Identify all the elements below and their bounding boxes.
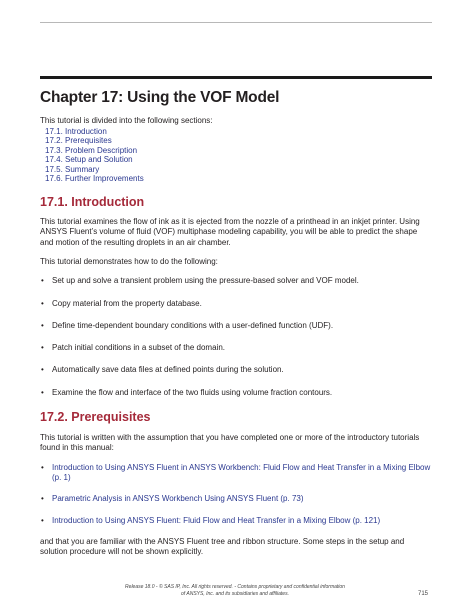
toc-link-introduction[interactable]: 17.1. Introduction	[45, 126, 107, 136]
list-item: • Copy material from the property database.	[41, 298, 202, 308]
intro-paragraph: This tutorial examines the flow of ink as it is ejected from the nozzle of a printhead in an inkjet printer. Using ANSYS Fluent’s volume of fluid (VOF) multiphase modeling capability, you will be able to predict the shape and motion of the resulting droplets in an air chamber.	[40, 217, 420, 247]
list-item: • Introduction to Using ANSYS Fluent in ANSYS Workbench: Fluid Flow and Heat Transfer in a Mixing Elbow (p. 1)	[41, 462, 431, 482]
page-footer	[90, 584, 380, 597]
toc-link-summary[interactable]: 17.5. Summary	[45, 164, 100, 174]
prerequisites-paragraph: This tutorial is written with the assumption that you have completed one or more of the introductory tutorials found in this manual:	[40, 433, 420, 453]
list-item: • Introduction to Using ANSYS Fluent: Fluid Flow and Heat Transfer in a Mixing Elbow (p. 121)	[41, 515, 381, 525]
page-content	[40, 88, 432, 557]
section-heading-introduction: 17.1. Introduction	[40, 195, 145, 210]
header-rule	[40, 22, 432, 23]
toc-link-setup-solution[interactable]: 17.4. Setup and Solution	[45, 155, 133, 165]
list-item: • Parametric Analysis in ANSYS Workbench Using ANSYS Fluent (p. 73)	[41, 494, 304, 504]
intro-text: This tutorial is divided into the following sections:	[40, 116, 213, 125]
familiarity-paragraph: and that you are familiar with the ANSYS Fluent tree and ribbon structure. Some steps in the setup and solution procedure will not be shown explicitly.	[40, 536, 405, 557]
link-mixing-elbow-fluent[interactable]: Introduction to Using ANSYS Fluent: Fluid Flow and Heat Transfer in a Mixing Elbow (p. 121)	[52, 515, 381, 525]
section-heading-prerequisites: 17.2. Prerequisites	[40, 410, 151, 425]
footer-copyright: Release 18.0 - © SAS IP, Inc. All rights reserved. - Contains proprietary and confidential information	[125, 584, 345, 590]
toc-link-prerequisites[interactable]: 17.2. Prerequisites	[45, 136, 112, 146]
page-number: 715	[418, 591, 429, 597]
chapter-title: Chapter 17: Using the VOF Model	[40, 89, 280, 106]
objectives-list	[40, 276, 432, 398]
toc-link-problem-description[interactable]: 17.3. Problem Description	[45, 145, 138, 155]
list-item: • Patch initial conditions in a subset of the domain.	[41, 343, 225, 353]
list-item: • Examine the flow and interface of the two fluids using volume fraction contours.	[41, 387, 333, 397]
link-mixing-elbow-workbench[interactable]: Introduction to Using ANSYS Fluent in ANSYS Workbench: Fluid Flow and Heat Transfer in a Mixing Elbow (p. 1)	[52, 462, 431, 482]
footer-affiliates: of ANSYS, Inc. and its subsidiaries and affiliates.	[181, 590, 289, 597]
prerequisite-links	[40, 463, 432, 526]
chapter-rule	[40, 76, 432, 79]
list-item: • Automatically save data files at defined points during the solution.	[41, 365, 284, 375]
list-item: • Set up and solve a transient problem using the pressure-based solver and VOF model.	[41, 276, 359, 286]
section-toc	[40, 127, 432, 185]
toc-link-further-improvements[interactable]: 17.6. Further Improvements	[45, 174, 144, 184]
list-item: • Define time-dependent boundary conditions with a user-defined function (UDF).	[41, 320, 334, 330]
demonstrates-paragraph: This tutorial demonstrates how to do the following:	[40, 256, 218, 266]
link-parametric-analysis[interactable]: Parametric Analysis in ANSYS Workbench Using ANSYS Fluent (p. 73)	[52, 494, 304, 504]
